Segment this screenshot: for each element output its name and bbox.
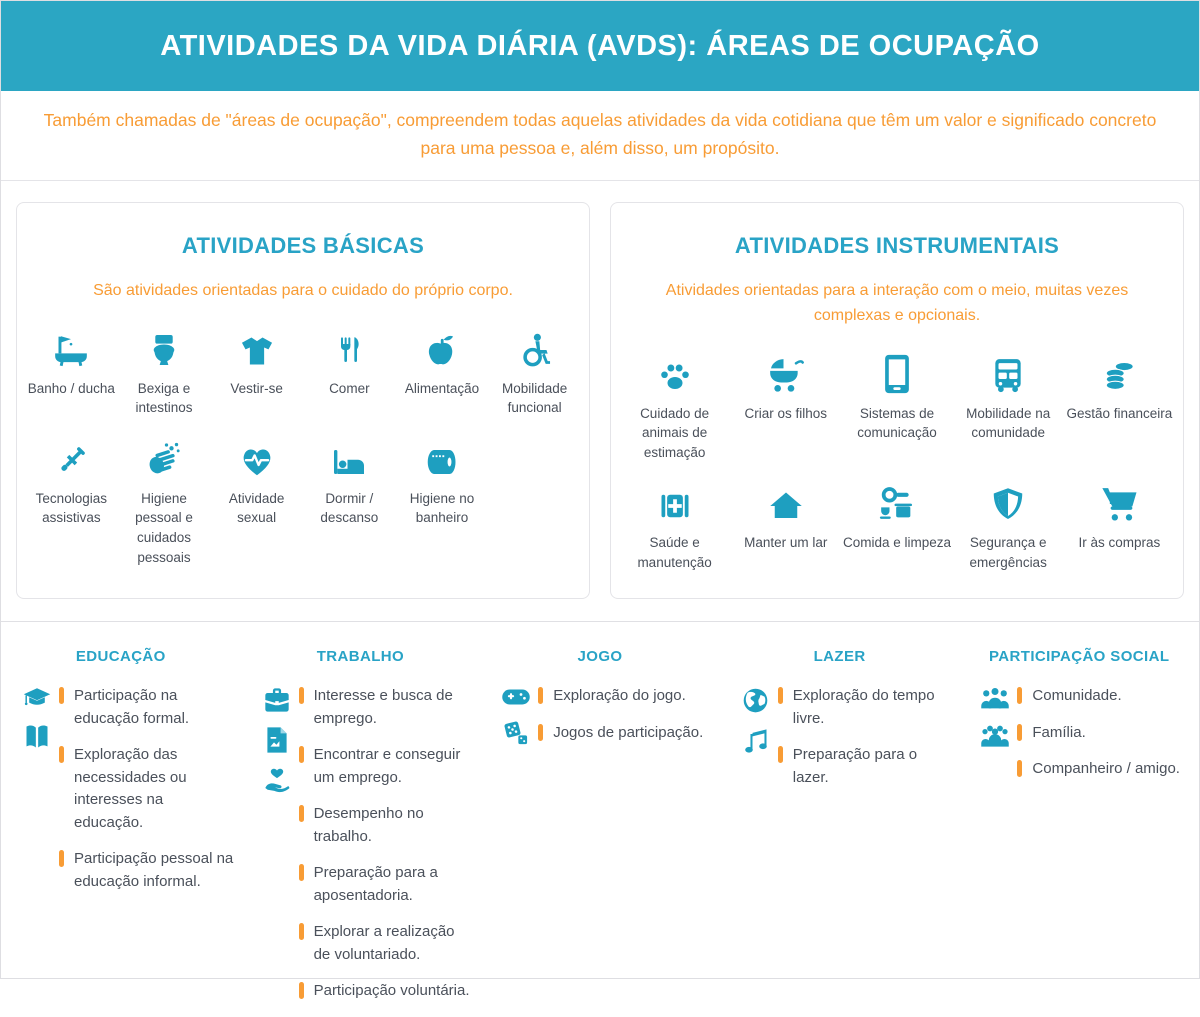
activity-label: Segurança e emergências — [969, 535, 1047, 570]
column-title: EDUCAÇÃO — [75, 648, 166, 666]
instrumental-activities-grid — [619, 355, 1175, 573]
crutch-icon — [52, 440, 90, 480]
activity-label: Criar os filhos — [744, 405, 828, 421]
list-item: Comunidade. — [1017, 685, 1193, 708]
column-title: LAZER — [813, 648, 866, 666]
list-item: Jogos de participação. — [538, 722, 714, 745]
activity-item — [953, 484, 1064, 572]
bullet-bar — [778, 687, 783, 704]
activity-item — [25, 330, 118, 418]
column-items — [1017, 685, 1193, 795]
column-icons — [734, 685, 778, 803]
basic-activities-grid — [25, 330, 581, 567]
list-item: Desempenho no trabalho. — [299, 803, 475, 848]
activity-label: Comer — [329, 380, 370, 396]
card-atividades-instrumentais — [610, 202, 1184, 599]
bullet-bar — [299, 687, 304, 704]
column-trabalho — [241, 648, 481, 1017]
column-title: PARTICIPAÇÃO SOCIAL — [989, 648, 1170, 666]
list-item: Interesse e busca de emprego. — [299, 685, 475, 730]
community-icon — [980, 687, 1010, 711]
coins-icon — [1098, 355, 1140, 395]
wheelchair-icon — [516, 330, 554, 370]
list-item: Família. — [1017, 722, 1193, 745]
activity-item — [303, 440, 396, 567]
baby-carriage-icon — [766, 355, 806, 395]
activity-label: Banho / ducha — [27, 380, 115, 396]
activity-label: Atividade sexual — [228, 490, 285, 526]
heart-pulse-icon — [237, 440, 277, 480]
bullet-bar — [299, 746, 304, 763]
bullet-bar — [59, 687, 64, 704]
activity-label: Mobilidade funcional — [502, 380, 568, 416]
bullet-bar — [299, 805, 304, 822]
music-note-icon — [743, 727, 769, 755]
list-item: Companheiro / amigo. — [1017, 758, 1193, 781]
list-item: Exploração das necessidades ou interesses na educação. — [59, 744, 235, 834]
activity-label: Mobilidade na comunidade — [966, 405, 1051, 441]
column-icons — [494, 685, 538, 758]
column-jogo — [480, 648, 720, 1017]
activity-label: Ir às compras — [1078, 535, 1161, 551]
column-participacao-social — [959, 648, 1199, 1017]
list-item: Explorar a realização de voluntariado. — [299, 921, 475, 966]
bullet-bar — [299, 864, 304, 881]
activity-label: Higiene no banheiro — [409, 490, 475, 526]
activity-label: Vestir-se — [230, 380, 283, 396]
list-item: Exploração do jogo. — [538, 685, 714, 708]
activity-item — [841, 484, 952, 572]
column-items — [778, 685, 954, 803]
activity-item — [396, 330, 489, 418]
activity-item — [730, 484, 841, 572]
column-icons — [15, 685, 59, 907]
list-item: Participação pessoal na educação informal. — [59, 848, 235, 893]
list-item: Participação voluntária. — [299, 980, 475, 1003]
activity-item — [118, 440, 211, 567]
activity-item — [953, 355, 1064, 463]
bed-icon — [328, 440, 370, 480]
dice-icon — [502, 720, 530, 746]
intro-section — [1, 91, 1199, 181]
activity-label: Manter um lar — [744, 535, 828, 551]
page-title: ATIVIDADES DA VIDA DIÁRIA (AVDS): ÁREAS DE OCUPAÇÃO — [160, 29, 1040, 62]
briefcase-icon — [263, 687, 291, 713]
paw-icon — [655, 355, 695, 395]
column-lazer — [720, 648, 960, 1017]
bullet-bar — [538, 724, 543, 741]
activity-item — [1064, 484, 1175, 572]
hand-wash-icon — [144, 440, 184, 480]
shirt-icon — [237, 330, 277, 370]
shield-icon — [990, 484, 1026, 524]
column-icons — [973, 685, 1017, 795]
occupation-columns — [1, 621, 1199, 1017]
utensils-icon — [333, 330, 365, 370]
card-subtitle: São atividades orientadas para o cuidado do próprio corpo. — [93, 282, 513, 299]
column-icons — [255, 685, 299, 1017]
toilet-icon — [145, 330, 183, 370]
gamepad-icon — [501, 687, 531, 707]
family-icon — [980, 724, 1010, 748]
card-atividades-basicas — [16, 202, 590, 599]
cards-row — [1, 181, 1199, 621]
activity-label: Higiene pessoal e cuidados pessoais — [135, 490, 193, 565]
activity-item — [210, 330, 303, 418]
globe-icon — [742, 687, 769, 714]
header-banner — [1, 1, 1199, 91]
activity-item — [118, 330, 211, 418]
bullet-bar — [538, 687, 543, 704]
apple-icon — [423, 330, 461, 370]
activity-item — [488, 330, 581, 418]
bath-icon — [51, 330, 91, 370]
activity-label: Sistemas de comunicação — [857, 405, 937, 441]
activity-item — [210, 440, 303, 567]
open-book-icon — [23, 724, 51, 750]
first-aid-icon — [655, 484, 695, 524]
graduation-cap-icon — [22, 687, 52, 711]
bullet-bar — [1017, 724, 1022, 741]
bullet-bar — [1017, 760, 1022, 777]
column-items — [538, 685, 714, 758]
mobile-icon — [884, 355, 910, 395]
cart-icon — [1099, 484, 1139, 524]
bullet-bar — [778, 746, 783, 763]
bullet-bar — [59, 850, 64, 867]
activity-label: Cuidado de animais de estimação — [640, 405, 710, 460]
bullet-bar — [299, 982, 304, 999]
activity-label: Comida e limpeza — [842, 535, 952, 551]
card-subtitle: Atividades orientadas para a interação com o meio, muitas vezes complexas e opcionais. — [665, 282, 1129, 324]
list-item: Preparação para a aposentadoria. — [299, 862, 475, 907]
list-item: Participação na educação formal. — [59, 685, 235, 730]
toilet-paper-icon — [422, 440, 462, 480]
activity-item — [841, 355, 952, 463]
activity-item — [619, 355, 730, 463]
column-items — [59, 685, 235, 907]
column-educacao — [1, 648, 241, 1017]
activity-label: Gestão financeira — [1066, 405, 1173, 421]
card-title: ATIVIDADES BÁSICAS — [181, 233, 425, 258]
activity-label: Dormir / descanso — [320, 490, 379, 526]
list-item: Preparação para o lazer. — [778, 744, 954, 789]
activity-item — [619, 484, 730, 572]
card-title: ATIVIDADES INSTRUMENTAIS — [734, 233, 1060, 258]
column-items — [299, 685, 475, 1017]
bullet-bar — [59, 746, 64, 763]
activity-item — [730, 355, 841, 463]
activity-item — [396, 440, 489, 567]
activity-label: Bexiga e intestinos — [135, 380, 193, 416]
hand-heart-icon — [263, 767, 291, 795]
activity-label: Saúde e manutenção — [637, 535, 712, 570]
bus-icon — [989, 355, 1027, 395]
column-title: TRABALHO — [316, 648, 405, 666]
column-title: JOGO — [577, 648, 623, 666]
list-item: Encontrar e conseguir um emprego. — [299, 744, 475, 789]
bullet-bar — [299, 923, 304, 940]
activity-label: Alimentação — [404, 380, 480, 396]
bullet-bar — [1017, 687, 1022, 704]
activity-item — [1064, 355, 1175, 463]
activity-item — [25, 440, 118, 567]
activity-item — [303, 330, 396, 418]
intro-text: Também chamadas de "áreas de ocupação", compreendem todas aquelas atividades da vida cotidiana que têm um valor e significado concreto para uma pessoa e, além disso, um propósito. — [43, 110, 1157, 158]
house-icon — [766, 484, 806, 524]
activity-label: Tecnologias assistivas — [35, 490, 107, 526]
resume-icon — [265, 726, 289, 754]
list-item: Exploração do tempo livre. — [778, 685, 954, 730]
kitchen-set-icon — [877, 484, 917, 524]
